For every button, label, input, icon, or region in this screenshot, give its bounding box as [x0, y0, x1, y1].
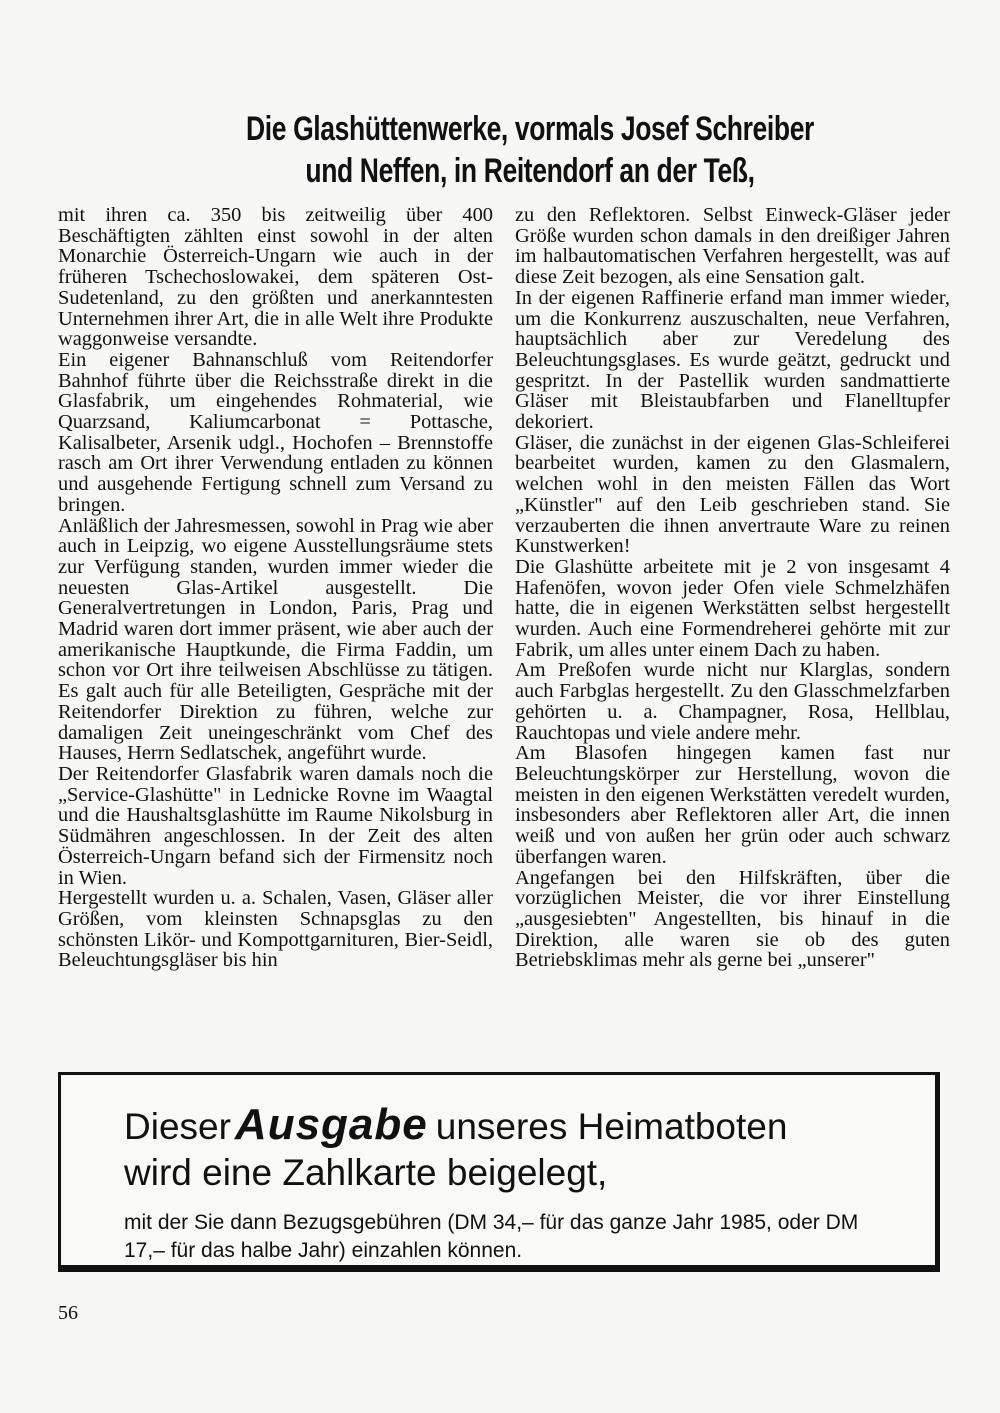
paragraph: Die Glashütte arbeitete mit je 2 von insgesamt 4 Hafenöfen, wovon jeder Ofen viele Schmelzhäfen hatte, die in eigenen Werkstätten selbst hergestellt wurden. Auch eine Formendreherei gehörte mit zur Fabrik, um alles unter einem Dach zu haben.	[515, 555, 950, 661]
notice-line-3: mit der Sie dann Bezugsgebühren (DM 34,– für das ganze Jahr 1985, oder DM 17,– für das halbe Jahr) einzahlen können.	[124, 1211, 859, 1262]
paragraph: Anläßlich der Jahresmessen, sowohl in Prag wie aber auch in Leipzig, wo eigene Ausstellungsräume stets zur Verfügung standen, wurden immer wieder die neuesten Glas-Artikel ausgestellt. Die Generalvertretungen in London, Paris, Prag und Madrid waren dort immer präsent, wie aber auch der amerikanische Hauptkunde, die Firma Faddin, um schon vor Ort ihre teilweisen Abschlüsse zu tätigen. Es galt auch für alle Beteiligten, Gespräche mit der Reitendorfer Direktion zu führen, welche zur damaligen Zeit uneingeschränkt vom Chef des Hauses, Herrn Sedlatschek, angeführt wurde.	[58, 514, 493, 765]
paragraph: Angefangen bei den Hilfskräften, über die vorzüglichen Meister, die vor ihrer Einstellung „ausgesiebten" Angestellten, bis hinauf in die Direktion, alle waren sie ob des guten Betriebsklimas mehr als gerne bei „unserer"	[515, 866, 950, 972]
paragraph: Der Reitendorfer Glasfabrik waren damals noch die „Service-Glashütte" in Lednicke Rovne im Waagtal und die Haushaltsglashütte im Raume Nikolsburg in Südmähren angeschlossen. In der Zeit des alten Österreich-Ungarn befand sich der Firmensitz noch in Wien.	[58, 762, 493, 889]
notice-line-2: wird eine Zahlkarte beigelegt,	[124, 1152, 608, 1193]
notice-headline	[124, 1100, 788, 1149]
paragraph: In der eigenen Raffinerie erfand man immer wieder, um die Konkurrenz auszuschalten, neue Verfahren, hauptsächlich aber zur Veredelung des Beleuchtungsglases. Es wurde geätzt, gedruckt und gespritzt. In der Pastellik wurden sandmattierte Gläser mit Bleistaubfarben und Flanelltupfer dekoriert.	[515, 286, 950, 434]
article-title-line-1: Die Glashüttenwerke, vormals Josef Schreiber	[245, 110, 814, 148]
paragraph: zu den Reflektoren. Selbst Einweck-Gläser jeder Größe wurden schon damals in den dreißiger Jahren im halbautomatischen Verfahren hergestellt, was auf diese Zeit bezogen, als eine Sensation galt.	[515, 204, 950, 289]
notice-emphasis: Ausgabe	[234, 1100, 428, 1149]
page-number: 56	[58, 1302, 78, 1324]
notice-word-after: unseres Heimatboten	[435, 1106, 788, 1147]
article-title	[210, 108, 850, 192]
notice-word-before: Dieser	[124, 1106, 231, 1147]
paragraph: mit ihren ca. 350 bis zeitweilig über 400 Beschäftigten zählten einst sowohl in der alten Monarchie Österreich-Ungarn wie auch in der früheren Tschechoslowakei, dem späteren Ost-Sudetenland, zu den größten und anerkanntesten Unternehmen ihrer Art, die in alle Welt ihre Produkte waggonweise versandte.	[58, 204, 493, 351]
paragraph: Am Blasofen hingegen kamen fast nur Beleuchtungskörper zur Herstellung, wovon die meisten in den eigenen Werkstätten veredelt wurden, insbesonders aber Reflektoren aller Art, die innen weiß und von außen her grün oder auch schwarz überfangen waren.	[515, 742, 950, 868]
paragraph: Ein eigener Bahnanschluß vom Reitendorfer Bahnhof führte über die Reichsstraße direkt in die Glasfabrik, um eingehendes Rohmaterial, wie Quarzsand, Kaliumcarbonat = Pottasche, Kalisalbeter, Arsenik udgl., Hochofen – Brennstoffe rasch am Ort ihrer Verwendung entladen zu können und ausgehende Fertigung schnell zum Versand zu bringen.	[58, 348, 493, 516]
left-column	[58, 205, 493, 971]
article-title-line-2: und Neffen, in Reitendorf an der Teß,	[305, 152, 755, 190]
payment-notice-box	[58, 1072, 940, 1272]
paragraph: Am Preßofen wurde nicht nur Klarglas, sondern auch Farbglas hergestellt. Zu den Glasschmelzfarben gehörten u. a. Champagner, Rosa, Hellblau, Rauchtopas und viele andere mehr.	[515, 659, 950, 744]
right-column	[515, 205, 950, 971]
paragraph: Gläser, die zunächst in der eigenen Glas-Schleiferei bearbeitet wurden, kamen zu den Glasmalern, welchen wohl in den meisten Fällen das Wort „Künstler" auf den Leib geschrieben stand. Sie verzauberten die ihnen anvertraute Ware zu reinen Kunstwerken!	[515, 431, 950, 558]
paragraph: Hergestellt wurden u. a. Schalen, Vasen, Gläser aller Größen, vom kleinsten Schnapsglas zu den schönsten Likör- und Kompottgarnituren, Bier-Seidl, Beleuchtungsgläser bis hin	[58, 887, 493, 972]
